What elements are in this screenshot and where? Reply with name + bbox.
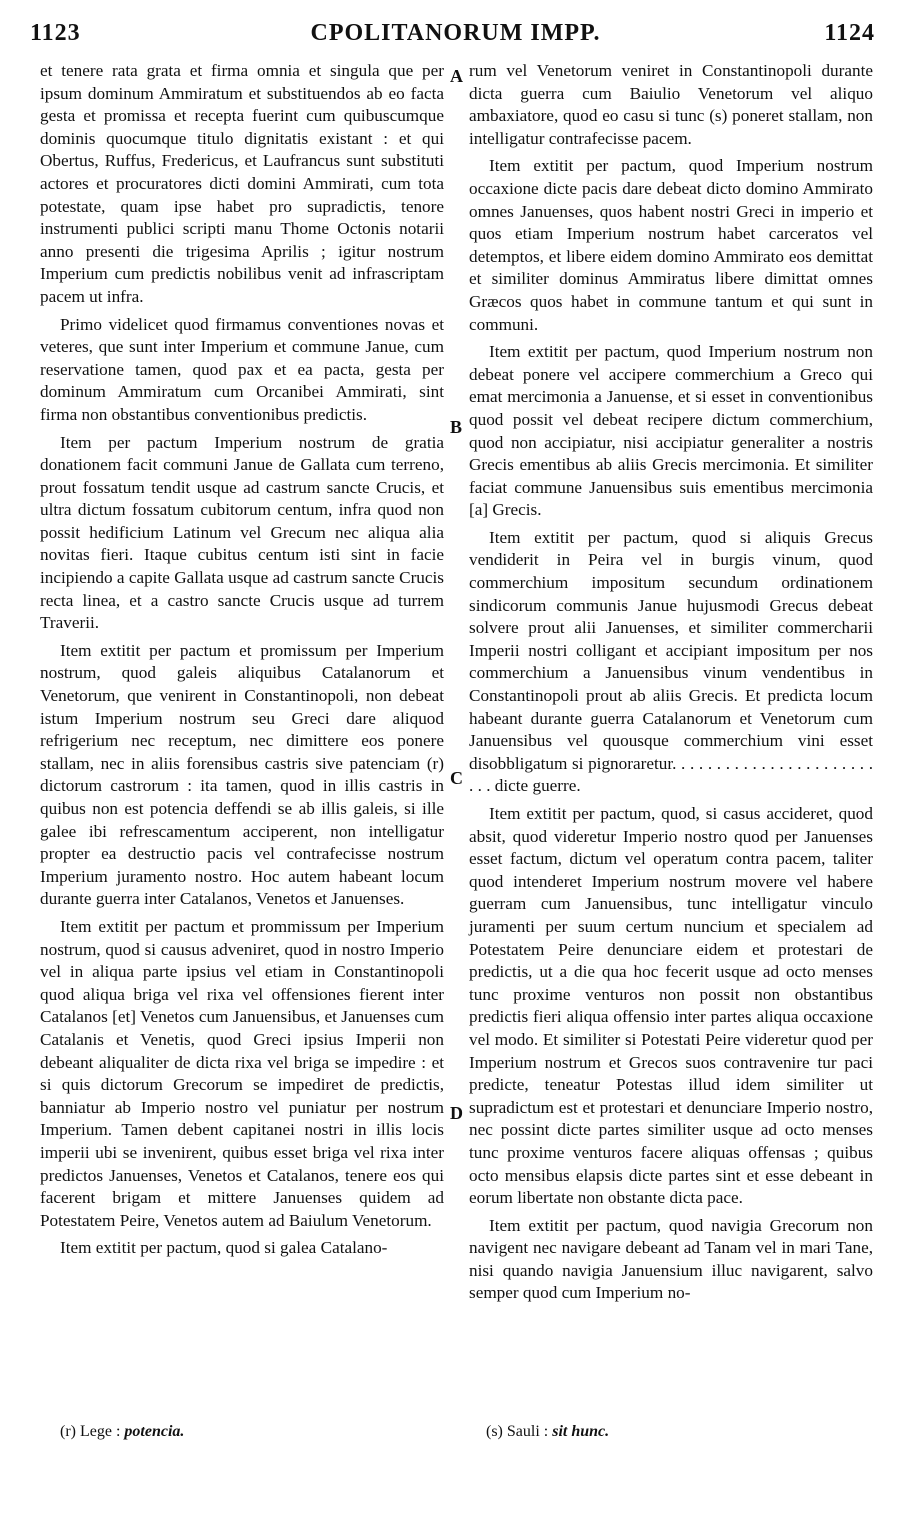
margin-marker-b: B — [450, 417, 463, 437]
paragraph: Item extitit per pactum et prommissum per Imperium nostrum, quod si causus adveniret, quod in nostro Imperio vel in aliqua parte ipsius vel etiam in Constantinopoli quod aliqua briga vel rixa vel offensiones fierent inter Catalanos [et] Venetos cum Januensibus, et Januenses cum Catalanis et Venetis, quod Greci ipsius Imperii non debeant aliqualiter de dicta rixa vel briga se impedire : et si quis dictorum Grecorum se impediret de predictis, banniatur ab Imperio nostro vel puniatur per nostrum Imperium. Tamen debent capitanei nostri in illis locis imperii ubi se invenirent, quibus esset briga vel rixa inter predictos Januenses, Venetos et Catalanos, tenere eos qui facerent brigam et mittere Januenses quidem ad Potestatem Peire, Venetos autem ad Baiulum Venetorum. — [40, 916, 444, 1230]
paragraph: Item extitit per pactum et promissum per Imperium nostrum, quod galeis aliquibus Catalanorum et Venetorum, que venirent in Constantinopoli, non debeat istum Imperium nostrum seu Greci dare aliquod refrigerium nec receptum, nec dimittere eos ponere stallam, nec in aliis forensibus castris sive patenciam (r) dictorum castrorum : ita tamen, quod in illis castris in quibus non est potencia deffendi se ab illis galeis, si ille galee ibi refrescamentum acciperent, non intelligatur propter ea destructio pacis vel contrafecisse nostrum Imperium juramento nostro. Hoc autem habeant locum durante guerra inter Catalanos, Venetos et Januenses. — [40, 640, 444, 909]
footnote-mark: (r) Lege : — [60, 1423, 121, 1440]
footnote-text: potencia. — [124, 1423, 185, 1440]
footnote-text: sit hunc. — [552, 1423, 610, 1440]
footnote-right — [486, 1423, 609, 1441]
footnote-left — [60, 1423, 184, 1441]
running-title: CPOLITANORUM IMPP. — [310, 20, 601, 46]
paragraph: Item extitit per pactum, quod navigia Grecorum non navigent nec navigare debeant ad Tanam vel in mari Tane, nisi quando navigia Januensium illuc navigarent, salvo semper quod cum Imperium no- — [469, 1215, 873, 1303]
paragraph: Item extitit per pactum, quod, si casus accideret, quod absit, quod videretur Imperio nostro quod per Januenses esset factum, dictum vel operatum contra pacem, taliter quod intenderet Imperium nostrum movere vel habere guerram cum Januensibus, tunc intelligatur vinculo juramenti per suum certum nuncium et specialem ad Potestatem Peire denunciare eidem et protestari de predictis, ut a die qua hoc fecerit usque ad octo menses tunc proxime venturos non possit non obstantibus predictis fieri aliqua offensio inter partes aliqua occaxione vel modo. Et similiter si Potestati Peire videretur quod per Imperium nostrum et Grecos suos contravenire tur paci predicte, teneatur Potestas illud idem similiter ut supradictum est et protestari et denunciare Imperio nostro, nec possint dicte partes similiter usque ad octo menses tunc proxime venturos facere aliquas offensas ; quibus octo mensibus elapsis dicte partes sint et esse debeant in eorum libertate non obstante dicta pace. — [469, 804, 873, 1208]
margin-marker-c: C — [450, 768, 463, 788]
right-column — [469, 60, 873, 1310]
paragraph: Item extitit per pactum, quod si galea Catalano- — [60, 1238, 388, 1258]
footnote-mark: (s) Sauli : — [486, 1423, 549, 1440]
paragraph: et tenere rata grata et firma omnia et singula que per ipsum dominum Ammiratum et substituendos ab eo facta gesta et promissa et recepta fuerint cum quibuscumque dominis quocumque titulo dignitatis existant : et qui Obertus, Ruffus, Fredericus, et Laufrancus sunt substituti actores et procuratores dicti domini Ammirati, cum tota potestate, quam ipse habet pro supradictis, tenore instrumenti publici scripti manu Thome Octonis notarii anno presenti die trigesima Aprilis ; igitur nostrum Imperium cum predictis nobilibus venit ad infrascriptam pacem ut infra. — [40, 61, 444, 306]
margin-marker-d: D — [450, 1103, 463, 1123]
paragraph: Item per pactum Imperium nostrum de gratia donationem facit communi Janue de Gallata cum terreno, prout fossatum tendit usque ad castrum sancte Crucis, et ultra dictum fossatum cubitorum centum, infra quod non possit hedificium Latinum vel Grecum nec aliqua alia novitas fieri. Itaque cubitus centum isti sint in facie incipiendo a capite Gallata usque ad castrum sancte Crucis recta linea, et a castro sancte Crucis usque ad turrem Traverii. — [40, 432, 444, 633]
left-column — [40, 60, 444, 1265]
paragraph: Item extitit per pactum, quod Imperium nostrum non debeat ponere vel accipere commerchium a Greco qui emat mercimonia a Januense, et si esset in conventionibus quod possit vel debeat recipere dictum commerchium, quod non accipiatur, nisi accipiatur generaliter a nostris Grecis ementibus ab aliis Grecis mercimonia. Et similiter faciat commune Januensibus suis ementibus mercimonia [a] Grecis. — [469, 342, 873, 520]
paragraph: Item extitit per pactum, quod si aliquis Grecus vendiderit in Peira vel in burgis vinum, quod commerchium impositum secundum ordinationem sindicorum communis Janue hujusmodi Grecus debeat solvere prout alii Januenses, et similiter commercharii Imperii nostri colligant et accipiant impositum per nos commerchium a Januensibus vinum vendentibus in Constantinopoli prout ab aliis Grecis. Et predicta locum habeant durante guerra Catalanorum et Venetorum cum Januensibus vel quousque commerchium vini esset disobbligatum si pignoraretur. . . . . . . . . . . . . . . . . . . . . . . . . . dicte guerre. — [469, 527, 873, 796]
page-number-left: 1123 — [30, 20, 81, 46]
paragraph: rum vel Venetorum veniret in Constantinopoli durante dicta guerra cum Baiulio Venetorum vel aliquo ambaxiatore, quod eo casu si tunc (s) poneret stallam, non intelligatur contrafecisse pacem. — [469, 61, 873, 148]
page-number-right: 1124 — [824, 20, 875, 46]
paragraph: Primo videlicet quod firmamus conventiones novas et veteres, que sunt inter Imperium et commune Janue, cum reservatione tamen, quod pax et ea pacta, gesta per dominum Ammiratum cum Orcanibei Ammirati, sint firma non obstantibus conventionibus predictis. — [40, 314, 444, 424]
paragraph: Item extitit per pactum, quod Imperium nostrum occaxione dicte pacis dare debeat dicto domino Ammirato omnes Januenses, quos habent nostri Greci in imperio et quos etiam Imperium nostrum habet carceratos vel detemptos, et libere eidem domino Ammirato eos demittat et similiter dominus Ammiratus libere dimittat omnes Græcos quos habet in commune tantum et qui sunt in communi. — [469, 156, 873, 334]
margin-marker-a: A — [450, 66, 463, 86]
